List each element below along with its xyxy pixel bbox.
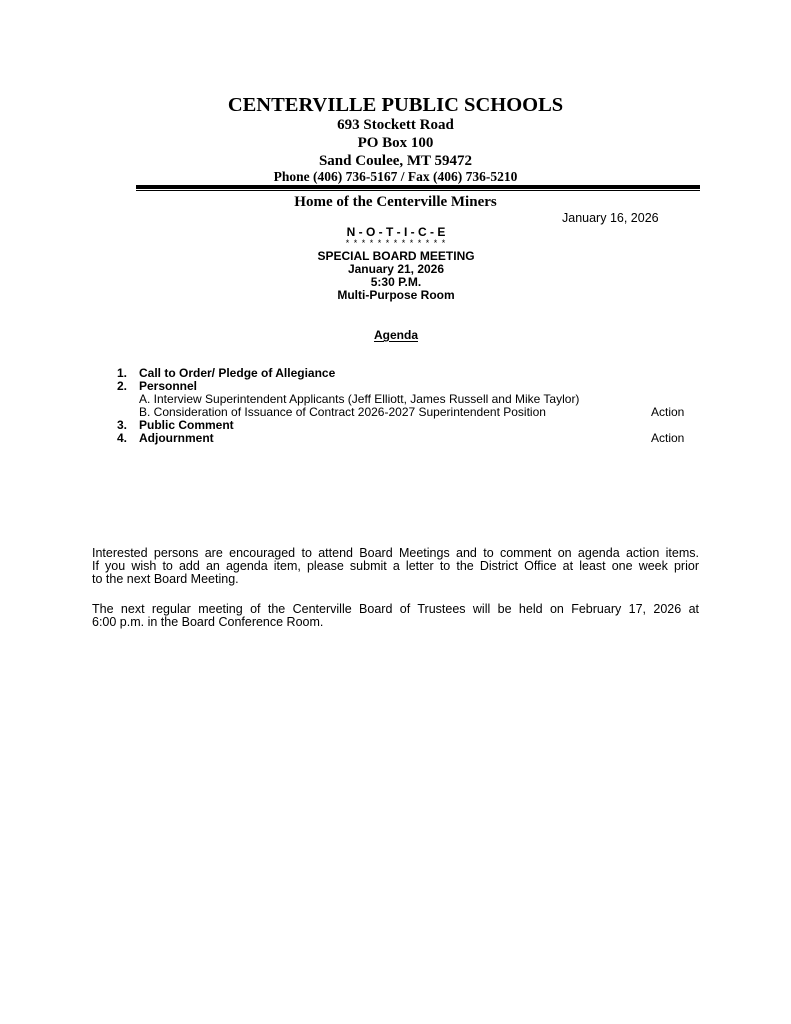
agenda-item-label: Personnel (139, 379, 198, 393)
meeting-location: Multi-Purpose Room (337, 288, 455, 302)
agenda-item-label: Adjournment (139, 431, 214, 445)
phone-fax: Phone (406) 736-5167 / Fax (406) 736-5210 (273, 169, 518, 184)
agenda-heading: Agenda (373, 328, 418, 342)
meeting-date: January 21, 2026 (347, 262, 445, 276)
agenda-subitem-label: B. Consideration of Issuance of Contract 2026-2027 Superintendent Position (139, 405, 546, 419)
agenda-item-number: 2. (117, 379, 128, 393)
paragraph-line: Interested persons are encouraged to attend Board Meetings and to comment on agenda action items. (92, 546, 699, 560)
agenda-item (0, 432, 791, 445)
organization-name: CENTERVILLE PUBLIC SCHOOLS (227, 94, 564, 116)
paragraph-line: If you wish to add an agenda item, please submit a letter to the District Office at least one week prior (92, 559, 699, 573)
address-city-state-zip: Sand Coulee, MT 59472 (318, 153, 473, 169)
paragraph-line: The next regular meeting of the Centerville Board of Trustees will be held on February 17, 2026 at (92, 602, 699, 616)
paragraph-line: 6:00 p.m. in the Board Conference Room. (92, 615, 324, 629)
agenda-subitem-label: A. Interview Superintendent Applicants (Jeff Elliott, James Russell and Mike Taylor) (139, 392, 580, 406)
notice-stars-divider: * * * * * * * * * * * * * (345, 238, 447, 248)
paragraph-line: to the next Board Meeting. (92, 572, 239, 586)
agenda-item-number: 1. (117, 366, 128, 380)
letterhead-tagline: Home of the Centerville Miners (294, 194, 497, 210)
attendance-paragraph (92, 547, 699, 586)
notice-title: N - O - T - I - C - E (346, 225, 446, 239)
letterhead-divider-thick (136, 185, 700, 189)
letterhead-divider-thin (136, 190, 700, 191)
agenda-item-label: Call to Order/ Pledge of Allegiance (139, 366, 336, 380)
agenda-action-label: Action (651, 431, 685, 445)
address-po-box: PO Box 100 (357, 135, 434, 151)
meeting-type: SPECIAL BOARD MEETING (317, 249, 475, 263)
next-meeting-paragraph (92, 603, 699, 629)
meeting-time: 5:30 P.M. (370, 275, 422, 289)
agenda-item-number: 3. (117, 418, 128, 432)
agenda-item-number: 4. (117, 431, 128, 445)
agenda-action-label: Action (651, 405, 685, 419)
address-street: 693 Stockett Road (337, 117, 454, 133)
agenda-item-label: Public Comment (139, 418, 234, 432)
letter-date: January 16, 2026 (562, 211, 659, 225)
